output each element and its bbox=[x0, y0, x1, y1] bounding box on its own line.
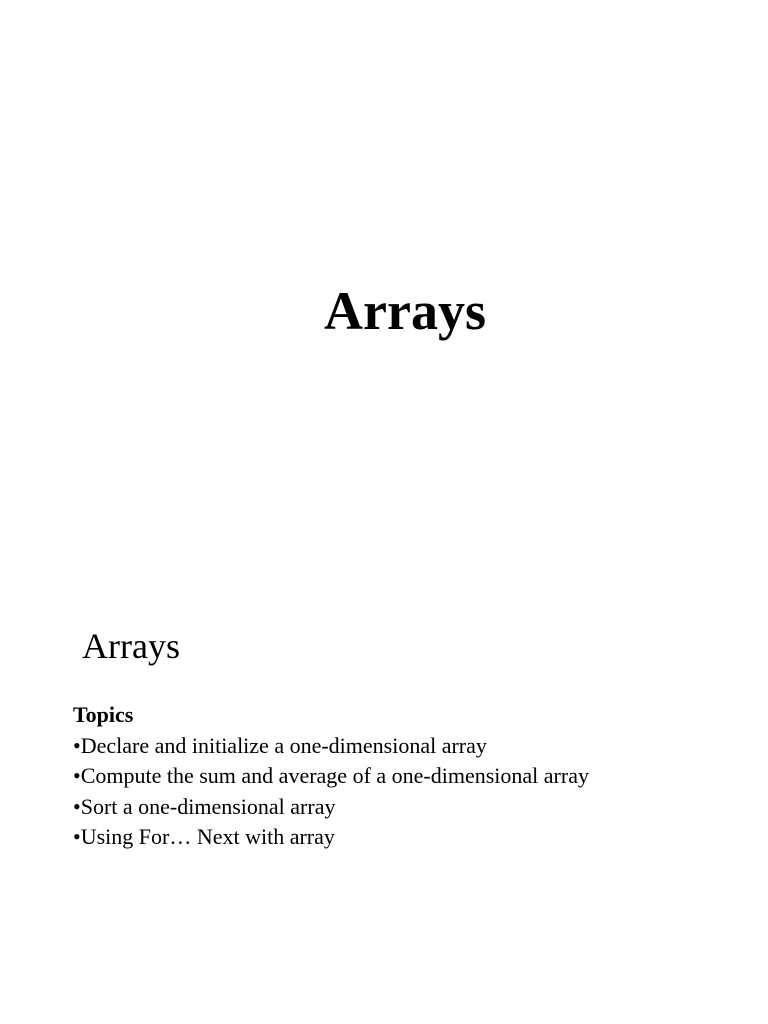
list-item-text: Using For… Next with array bbox=[80, 824, 335, 849]
list-item bbox=[73, 761, 589, 792]
list-item-text: Declare and initialize a one-dimensional array bbox=[80, 732, 487, 758]
bullet: • bbox=[73, 763, 81, 788]
bullet: • bbox=[73, 793, 81, 819]
bullet: • bbox=[73, 732, 81, 758]
bullet: • bbox=[73, 824, 81, 849]
list-item-text: Compute the sum and average of a one-dimensional array bbox=[80, 763, 589, 788]
topics-heading: Topics bbox=[73, 702, 134, 727]
list-item-text: Sort a one-dimensional array bbox=[80, 793, 336, 819]
topics-list bbox=[73, 731, 589, 853]
list-item bbox=[73, 731, 589, 762]
main-title: Arrays bbox=[324, 281, 486, 341]
section-title: Arrays bbox=[82, 626, 180, 666]
topics-block bbox=[73, 700, 589, 853]
list-item bbox=[73, 822, 589, 853]
list-item bbox=[73, 792, 589, 823]
